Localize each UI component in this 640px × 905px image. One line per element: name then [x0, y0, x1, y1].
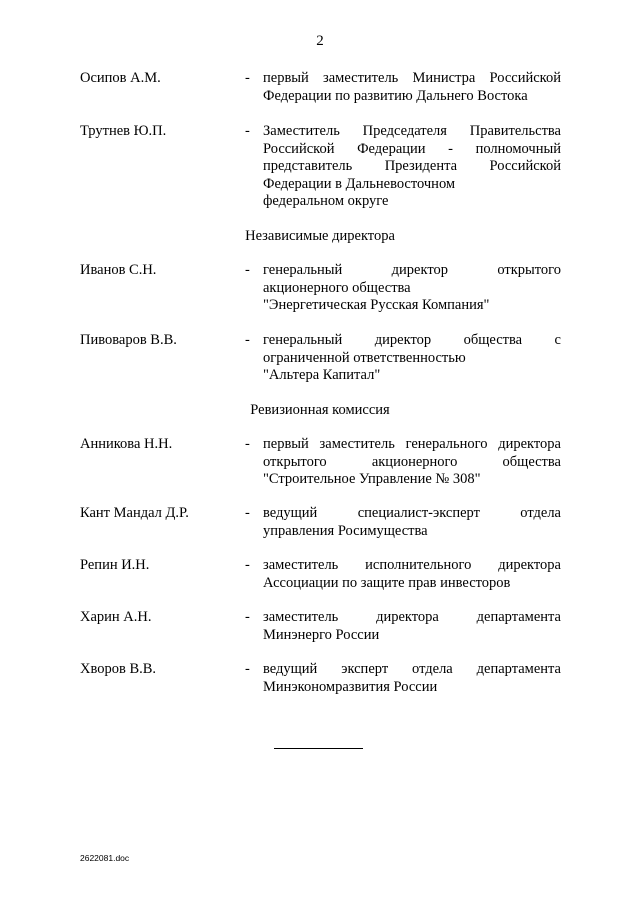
description-line [263, 88, 561, 106]
section-heading-audit-commission: Ревизионная комиссия [250, 402, 390, 418]
description-line [263, 627, 561, 645]
description-word: Заместитель [263, 123, 340, 139]
end-divider [274, 748, 363, 749]
description-word: директора [498, 557, 561, 573]
description-word: генерального [405, 436, 488, 452]
description-word: Правительства [469, 123, 561, 139]
description-word: департамента [476, 609, 561, 625]
dash-separator: - [245, 262, 250, 278]
description-line [263, 158, 561, 176]
description-word: акционерного общества [263, 279, 411, 296]
description-line [263, 679, 561, 697]
description-word: Федерации [357, 140, 426, 157]
position-description [263, 609, 561, 644]
footer-file-name: 2622081.doc [80, 853, 130, 863]
description-word: Российской [263, 140, 335, 157]
description-line [263, 70, 561, 88]
person-name: Репин И.Н. [80, 557, 150, 573]
description-word: первый [263, 436, 309, 452]
description-word: первый [263, 70, 309, 86]
page-number: 2 [316, 33, 324, 49]
description-line [263, 280, 561, 298]
description-line [263, 575, 561, 593]
description-line [263, 661, 561, 679]
description-line [263, 557, 561, 575]
description-line [263, 297, 561, 315]
description-line [263, 123, 561, 141]
person-name: Иванов С.Н. [80, 262, 157, 278]
description-word: Федерации по развитию Дальнего Востока [263, 87, 528, 104]
description-line [263, 436, 561, 454]
description-word: исполнительного [365, 557, 472, 573]
description-line [263, 505, 561, 523]
description-word: ведущий [263, 505, 318, 521]
description-word: заместитель [323, 70, 399, 86]
description-line [263, 262, 561, 280]
description-word: Ассоциации по защите прав инвесторов [263, 574, 511, 591]
dash-separator: - [245, 609, 250, 625]
description-word: общества [463, 332, 523, 348]
description-word: представитель [263, 158, 353, 174]
description-word: Федерации в Дальневосточном [263, 175, 456, 192]
description-word: "Альтера Капитал" [263, 367, 381, 383]
description-word: управления Росимущества [263, 522, 428, 539]
section-heading-independent-directors: Независимые директора [245, 228, 395, 244]
description-line [263, 523, 561, 541]
description-word: эксперт [341, 661, 389, 677]
description-word: общества [502, 453, 561, 470]
description-word: директора [376, 609, 439, 625]
description-line [263, 471, 561, 489]
dash-separator: - [245, 557, 250, 573]
description-word: Российской [489, 158, 561, 174]
description-line [263, 332, 561, 350]
dash-separator: - [245, 123, 250, 139]
description-word: департамента [476, 661, 561, 677]
person-name: Кант Мандал Д.Р. [80, 505, 189, 521]
description-line [263, 193, 561, 211]
position-description [263, 70, 561, 105]
description-word: Председателя [362, 123, 447, 139]
description-word: заместитель [263, 557, 339, 573]
description-word: директор [391, 262, 448, 278]
description-word: генеральный [263, 332, 343, 348]
description-word: Президента [384, 158, 458, 174]
position-description [263, 557, 561, 592]
description-word: "Энергетическая Русская Компания" [263, 297, 490, 313]
description-line [263, 454, 561, 472]
description-word: специалист-эксперт [357, 505, 480, 521]
description-word: с [554, 332, 561, 348]
description-word: - [448, 140, 453, 157]
dash-separator: - [245, 505, 250, 521]
position-description [263, 262, 561, 315]
description-word: генеральный [263, 262, 343, 278]
description-line [263, 176, 561, 194]
description-word: отдела [412, 661, 453, 677]
position-description [263, 661, 561, 696]
dash-separator: - [245, 70, 250, 86]
description-word: "Строительное Управление № 308" [263, 471, 481, 487]
person-name: Пивоваров В.В. [80, 332, 177, 348]
description-word: федеральном округе [263, 193, 389, 209]
description-line [263, 350, 561, 368]
person-name: Хворов В.В. [80, 661, 157, 677]
description-word: ограниченной ответственностью [263, 349, 466, 366]
description-word: Российской [489, 70, 561, 86]
description-word: директора [498, 436, 561, 452]
description-word: открытого [497, 262, 561, 278]
person-name: Харин А.Н. [80, 609, 152, 625]
description-word: Минэнерго России [263, 626, 380, 643]
dash-separator: - [245, 436, 250, 452]
position-description [263, 505, 561, 540]
description-word: полномочный [475, 140, 561, 157]
description-line [263, 141, 561, 159]
description-word: директор [374, 332, 432, 348]
description-word: отдела [520, 505, 561, 521]
description-word: акционерного [371, 453, 458, 470]
description-word: заместитель [263, 609, 339, 625]
dash-separator: - [245, 332, 250, 348]
position-description [263, 332, 561, 385]
person-name: Анникова Н.Н. [80, 436, 173, 452]
position-description [263, 123, 561, 211]
position-description [263, 436, 561, 489]
description-word: открытого [263, 453, 327, 470]
description-line [263, 367, 561, 385]
description-word: Минэкономразвития России [263, 678, 438, 695]
person-name: Трутнев Ю.П. [80, 123, 167, 139]
description-word: заместитель [319, 436, 395, 452]
person-name: Осипов А.М. [80, 70, 161, 86]
description-word: ведущий [263, 661, 318, 677]
description-line [263, 609, 561, 627]
description-word: Министра [412, 70, 476, 86]
dash-separator: - [245, 661, 250, 677]
